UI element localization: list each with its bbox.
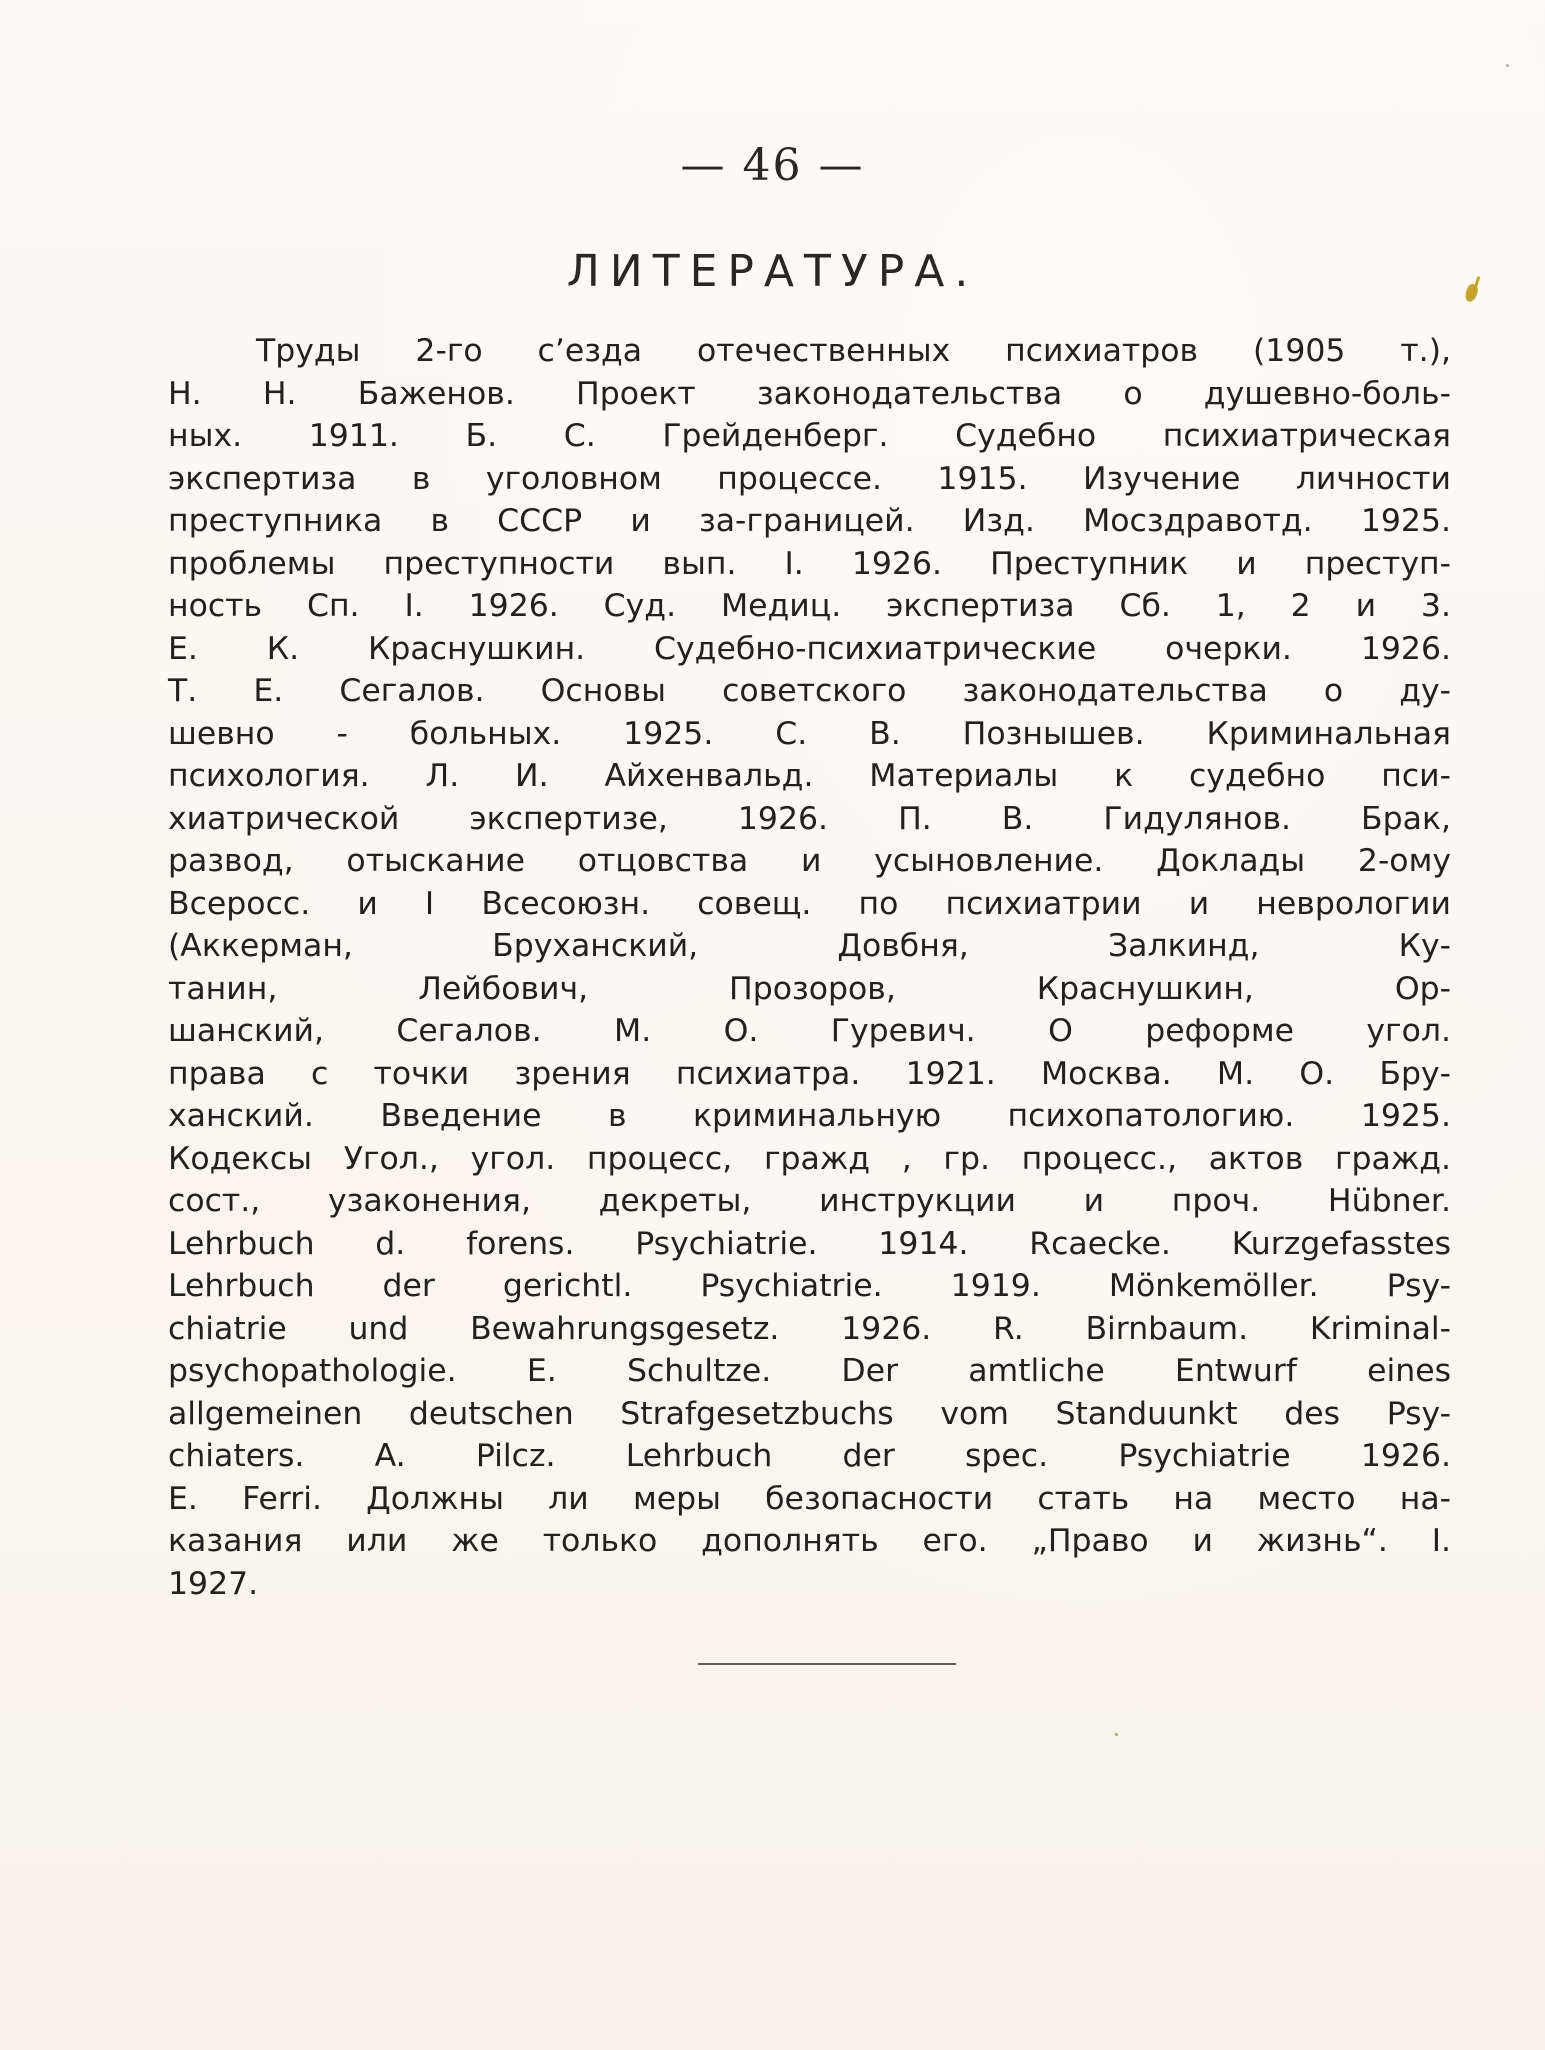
text-line: chiaters. A. Pilcz. Lehrbuch der spec. Psychiatrie 1926. [168, 1438, 1451, 1474]
section-title: ЛИТЕРАТУРА. [566, 246, 979, 297]
text-line: проблемы преступности вып. I. 1926. Преступник и преступ- [168, 545, 1451, 582]
closing-divider [698, 1663, 956, 1665]
bibliography-text [168, 330, 1451, 1605]
text-line: развод, отыскание отцовства и усыновление. Доклады 2-ому [168, 843, 1451, 879]
text-line: allgemeinen deutschen Strafgesetzbuchs vom Standuunkt des Psy- [168, 1395, 1451, 1432]
paper-speck [1506, 64, 1509, 67]
text-line: psychopathologie. E. Schultze. Der amtliche Entwurf eines [168, 1353, 1451, 1389]
text-line: ных. 1911. Б. С. Грейденберг. Судебно психиатрическая [168, 418, 1451, 454]
text-line: chiatrie und Bewahrungsgesetz. 1926. R. Birnbaum. Kriminal- [168, 1310, 1451, 1347]
text-line: Кодексы Угол., угол. процесс, гражд , гр. процесс., актов гражд. [168, 1140, 1451, 1177]
text-line: хиатрической экспертизе, 1926. П. В. Гидулянов. Брак, [168, 800, 1451, 837]
text-line: Lehrbuch der gerichtl. Psychiatrie. 1919. Mönkemöller. Psy- [168, 1268, 1451, 1304]
text-line: казания или же только дополнять его. „Право и жизнь“. I. [168, 1523, 1451, 1559]
text-line: шевно - больных. 1925. С. В. Познышев. Криминальная [168, 715, 1451, 752]
text-line: Всеросс. и I Всесоюзн. совещ. по психиатрии и неврологии [168, 885, 1451, 922]
text-line: (Аккерман, Бруханский, Довбня, Залкинд, Ку- [168, 928, 1451, 964]
text-line: танин, Лейбович, Прозоров, Краснушкин, Ор- [168, 970, 1451, 1007]
text-line: ханский. Введение в криминальную психопатологию. 1925. [168, 1098, 1451, 1134]
text-line: E. Ferri. Должны ли меры безопасности стать на место на- [168, 1480, 1451, 1517]
text-line: Т. Е. Сегалов. Основы советского законодательства о ду- [168, 673, 1451, 709]
text-line: преступника в СССР и за-границей. Изд. Мосздравотд. 1925. [168, 503, 1451, 539]
text-line: шанский, Сегалов. М. О. Гуревич. О реформе угол. [168, 1013, 1451, 1049]
text-line: права с точки зрения психиатра. 1921. Москва. М. О. Бру- [168, 1055, 1451, 1092]
text-line: 1927. [168, 1565, 259, 1602]
text-line: сост., узаконения, декреты, инструкции и проч. Hübner. [168, 1183, 1451, 1219]
paper-speck [1115, 1733, 1118, 1736]
text-line: экспертиза в уголовном процессе. 1915. Изучение личности [168, 460, 1451, 497]
text-line: Труды 2-го с’езда отечественных психиатров (1905 т.), [256, 333, 1451, 369]
page-number: — 46 — [680, 140, 865, 191]
text-line: ность Сп. I. 1926. Суд. Медиц. экспертиза Сб. 1, 2 и 3. [168, 588, 1451, 624]
text-line: Е. К. Краснушкин. Судебно-психиатрические очерки. 1926. [168, 630, 1451, 667]
text-line: Lehrbuch d. forens. Psychiatrie. 1914. Rcaecke. Kurzgefasstes [168, 1225, 1451, 1262]
text-line: психология. Л. И. Айхенвальд. Материалы к судебно пси- [168, 758, 1451, 794]
text-line: Н. Н. Баженов. Проект законодательства о душевно-боль- [168, 375, 1451, 412]
